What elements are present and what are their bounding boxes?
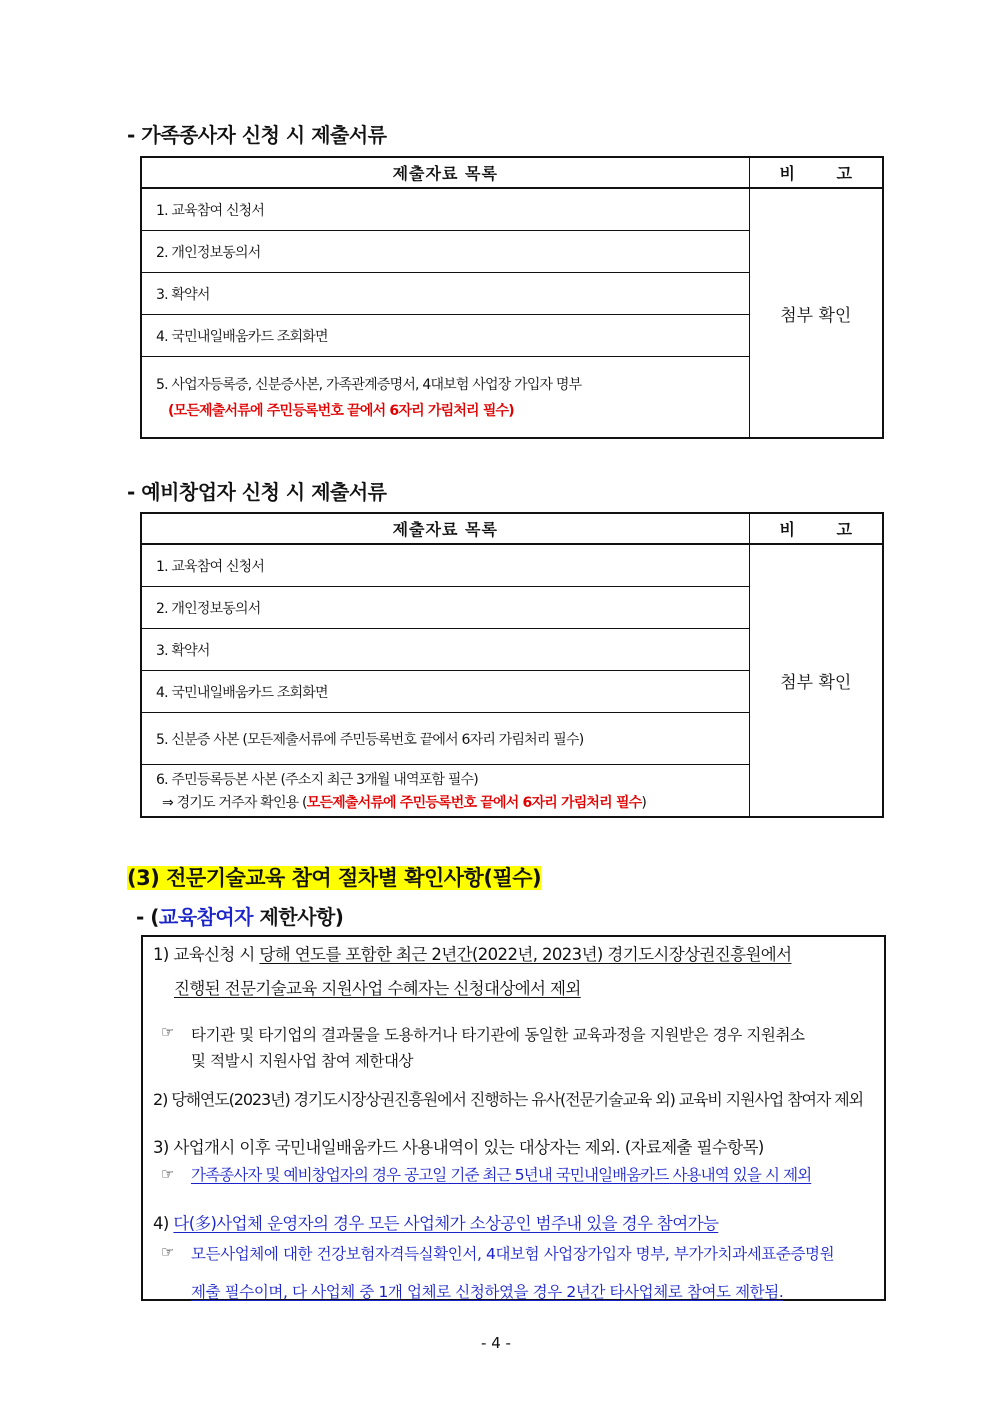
section3-title-text: (3) 전문기술교육 참여 절차별 확인사항(필수) xyxy=(127,866,542,890)
doc-item: 5. 신분증 사본 (모든제출서류에 주민등록번호 끝에서 6자리 가림처리 필수) xyxy=(141,713,749,765)
family-docs-table xyxy=(140,156,884,439)
rule-4 xyxy=(153,1210,718,1234)
family-heading: - 가족종사자 신청 시 제출서류 xyxy=(127,123,387,147)
pointer-icon: ☞ xyxy=(161,1243,175,1261)
doc-item-6-sub xyxy=(156,792,749,812)
masking-warning: 모든제출서류에 주민등록번호 끝에서 6자리 가림처리 필수 xyxy=(306,795,642,811)
col-note-header: 비 고 xyxy=(749,513,883,544)
doc-item-6-sub-suffix: ) xyxy=(641,795,647,811)
table-row xyxy=(141,188,883,231)
doc-item: 2. 개인정보동의서 xyxy=(141,587,749,629)
rule-1-prefix: 1) 교육신청 시 xyxy=(153,945,260,964)
doc-item: 2. 개인정보동의서 xyxy=(141,231,749,273)
rule-4-underline: 다(多)사업체 운영자의 경우 모든 사업체가 소상공인 범주내 있을 경우 참여가능 xyxy=(173,1214,719,1233)
rule-4-prefix: 4) xyxy=(153,1214,174,1233)
col-note-header: 비 고 xyxy=(749,157,883,188)
section3-title xyxy=(127,862,541,892)
note-cell: 첨부 확인 xyxy=(749,188,883,438)
doc-item-6 xyxy=(141,765,749,818)
doc-item: 3. 확약서 xyxy=(141,273,749,315)
doc-item: 3. 확약서 xyxy=(141,629,749,671)
doc-item: 4. 국민내일배움카드 조회화면 xyxy=(141,315,749,357)
table-header-row xyxy=(141,157,883,188)
prestart-heading: - 예비창업자 신청 시 제출서류 xyxy=(127,480,387,504)
doc-item: 1. 교육참여 신청서 xyxy=(141,188,749,231)
rule-1-line2: 진행된 전문기술교육 지원사업 수혜자는 신청대상에서 제외 xyxy=(174,979,581,998)
restrictions-box xyxy=(141,935,886,1301)
col-list-header: 제출자료 목록 xyxy=(141,157,749,188)
prestart-docs-table xyxy=(140,512,884,818)
note-cell: 첨부 확인 xyxy=(749,544,883,817)
rule-2: 2) 당해연도(2023년) 경기도시장상권진흥원에서 진행하는 유사(전문기술교육 외) 교육비 지원사업 참여자 제외 xyxy=(153,1090,863,1109)
doc-item-5 xyxy=(141,357,749,439)
rule-4-note-line1: 모든사업체에 대한 건강보험자격득실확인서, 4대보험 사업장가입자 명부, 부가가치과세표준증명원 xyxy=(191,1245,835,1263)
doc-item-6-sub-prefix: ⇒ 경기도 거주자 확인용 ( xyxy=(162,795,307,811)
rule-3: 3) 사업개시 이후 국민내일배움카드 사용내역이 있는 대상자는 제외. (자료제출 필수항목) xyxy=(153,1138,764,1157)
doc-item: 4. 국민내일배움카드 조회화면 xyxy=(141,671,749,713)
rule-1-note-line2: 및 적발시 지원사업 참여 제한대상 xyxy=(191,1052,414,1070)
restriction-sub-prefix: - ( xyxy=(136,905,159,929)
restriction-subheading xyxy=(136,901,343,930)
participant-label: 교육참여자 xyxy=(158,905,254,929)
doc-item: 1. 교육참여 신청서 xyxy=(141,544,749,587)
rule-3-note: 가족종사자 및 예비창업자의 경우 공고일 기준 최근 5년내 국민내일배움카드 사용내역 있을 시 제외 xyxy=(191,1166,812,1184)
rule-4-note-line2: 제출 필수이며, 다 사업체 중 1개 업체로 신청하였을 경우 2년간 타사업체로 참여도 제한됨. xyxy=(191,1283,784,1301)
masking-warning: (모든제출서류에 주민등록번호 끝에서 6자리 가림처리 필수) xyxy=(168,403,514,419)
rule-1 xyxy=(153,941,791,965)
table-row xyxy=(141,544,883,587)
rule-1-note-line1: 타기관 및 타기업의 결과물을 도용하거나 타기관에 동일한 교육과정을 지원받은 경우 지원취소 xyxy=(191,1026,805,1044)
restriction-sub-suffix: 제한사항) xyxy=(253,905,344,929)
table-header-row xyxy=(141,513,883,544)
pointer-icon: ☞ xyxy=(161,1023,175,1041)
rule-1-underline: 당해 연도를 포함한 최근 2년간(2022년, 2023년) 경기도시장상권진흥원에서 xyxy=(259,945,792,964)
page-number: - 4 - xyxy=(481,1334,511,1352)
doc-item-5-text: 5. 사업자등록증, 신분증사본, 가족관계증명서, 4대보험 사업장 가입자 명부 xyxy=(156,377,582,393)
col-list-header: 제출자료 목록 xyxy=(141,513,749,544)
doc-item-6-text: 6. 주민등록등본 사본 (주소지 최근 3개월 내역포함 필수) xyxy=(156,772,478,788)
pointer-icon: ☞ xyxy=(161,1165,175,1183)
